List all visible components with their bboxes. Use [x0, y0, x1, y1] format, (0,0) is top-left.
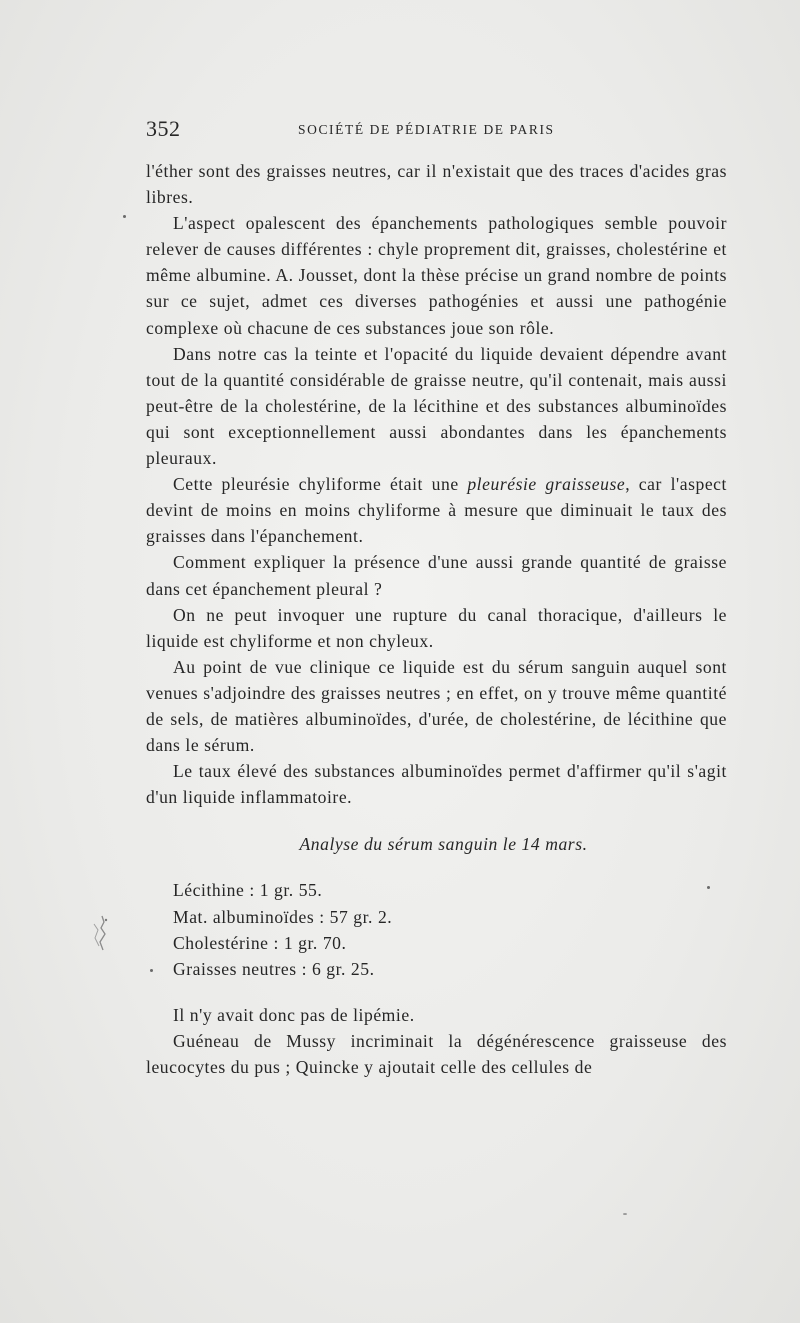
library-stamp-mark — [84, 912, 114, 956]
analysis-item: Cholestérine : 1 gr. 70. — [173, 932, 347, 953]
scan-speck — [123, 215, 126, 218]
running-title: SOCIÉTÉ DE PÉDIATRIE DE PARIS — [298, 122, 555, 137]
paragraph-5: Comment expliquer la présence d'une aussi grande quantité de graisse dans cet épanchement pleural ? — [146, 552, 727, 599]
paragraph-4-end: , car l'aspect devint de moins en moins chyliforme à mesure que diminuait le taux des graisses dans l'épanchement. — [146, 474, 727, 547]
analysis-item: Mat. albuminoïdes : 57 gr. 2. — [173, 906, 393, 927]
paragraph-3: Dans notre cas la teinte et l'opacité du liquide devaient dépendre avant tout de la quantité considérable de graisse neutre, qu'il contenait, mais aussi peut-être de la cholestérine, de la lécithine et des substances albuminoïdes qui sont exceptionnellement aussi abondantes dans les épanchements pleuraux. — [146, 343, 727, 469]
paragraph-4-emphasis: pleurésie graisseuse — [467, 474, 626, 495]
body-text — [146, 158, 727, 1080]
page-header — [146, 116, 726, 146]
scan-speck — [707, 886, 710, 889]
analysis-list — [146, 877, 727, 981]
analysis-item: Lécithine : 1 gr. 55. — [173, 880, 323, 901]
paragraph-4-start: Cette pleurésie chyliforme était une — [173, 474, 468, 495]
paragraph-7: Au point de vue clinique ce liquide est du sérum sanguin auquel sont venues s'adjoindre des graisses neutres ; en effet, on y trouve même quantité de sels, de matières albuminoïdes, d'urée, de cholestérine, de lécithine que dans le sérum. — [146, 656, 727, 756]
paragraph-2: L'aspect opalescent des épanchements pathologiques semble pouvoir relever de causes différentes : chyle proprement dit, graisses, cholestérine et même albumine. A. Jousset, dont la thèse précise un grand nombre de points sur ce sujet, admet ces diverses pathogénies et aussi une pathogénie complexe où chacune de ces substances joue son rôle. — [146, 213, 727, 338]
paragraph-9: Il n'y avait donc pas de lipémie. — [173, 1004, 415, 1025]
paragraph-4 — [146, 471, 727, 549]
paragraph-1: l'éther sont des graisses neutres, car il n'existait que des traces d'acides gras libres. — [146, 161, 727, 208]
paragraph-6: On ne peut invoquer une rupture du canal thoracique, d'ailleurs le liquide est chyliforme et non chyleux. — [146, 604, 727, 651]
scan-speck — [150, 969, 153, 972]
page-number: 352 — [146, 116, 181, 141]
paragraph-10: Guéneau de Mussy incriminait la dégénérescence graisseuse des leucocytes du pus ; Quincke y ajoutait celle des cellules de — [146, 1030, 727, 1077]
analysis-title: Analyse du sérum sanguin le 14 mars. — [299, 834, 588, 855]
scan-speck — [623, 1213, 627, 1215]
paragraph-8: Le taux élevé des substances albuminoïdes permet d'affirmer qu'il s'agit d'un liquide inflammatoire. — [146, 761, 727, 808]
analysis-item: Graisses neutres : 6 gr. 25. — [173, 958, 375, 979]
